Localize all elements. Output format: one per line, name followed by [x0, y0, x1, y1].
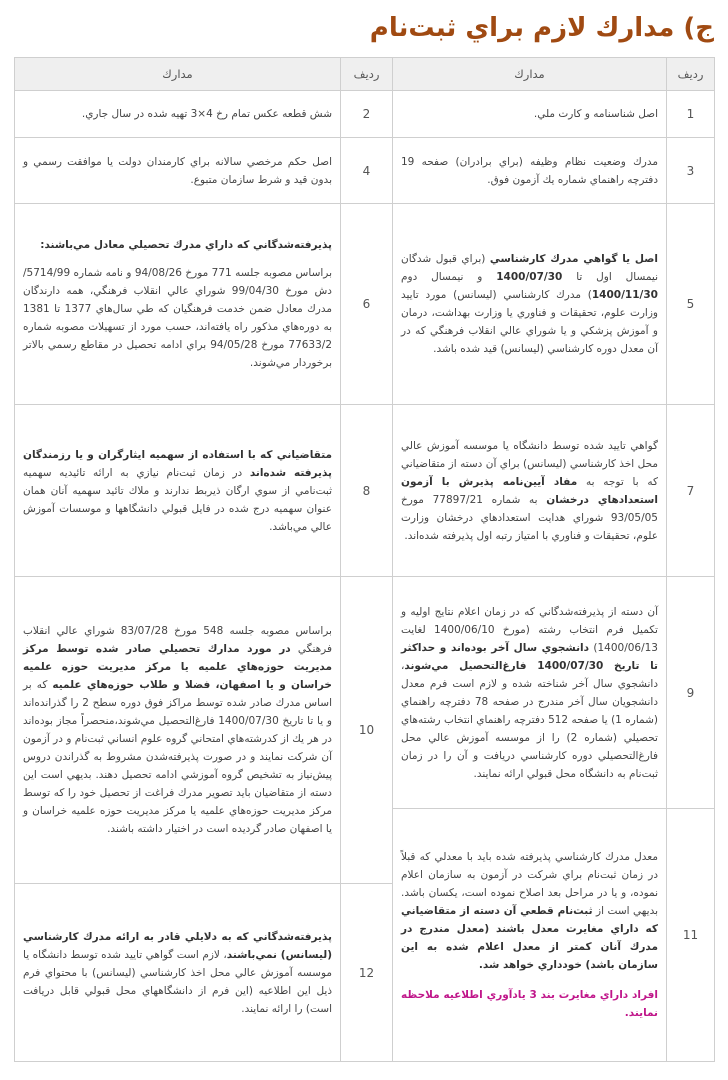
row-number: 4	[341, 138, 393, 204]
row-number: 5	[667, 204, 715, 405]
item-8-bold: متقاضياني كه با استفاده از سهميه ايثارگران و يا رزمندگان پذيرفته شده‌اند	[23, 448, 332, 479]
row-number: 12	[341, 884, 393, 1062]
table-row	[15, 204, 715, 405]
item-5-date-2: 1400/11/30	[591, 289, 658, 301]
item-12-bold: پذيرفته‌شدگاني كه به دلايلي قادر به ارائه مدرك كارشناسي (ليسانس) نمي‌باشند	[23, 930, 333, 961]
item-7-bold: مفاد آيين‌نامه پذيرش با آزمون استعدادهاي درخشان	[401, 475, 658, 506]
document-item-3: مدرك وضعيت نظام وظيفه (براي برادران) صفحه 19 دفترچه راهنماي شماره يك آزمون فوق.	[393, 138, 667, 204]
item-5-bold: اصل يا گواهي مدرك كارشناسي	[489, 253, 659, 265]
item-12-text: ، لازم است گواهي تاييد شده توسط دانشگاه يا موسسه آموزش عالي محل اخذ كارشناسي (ليسانس) با محتواي فرم ذيل اين اطلاعيه (اين فرم از دانشگاههاي محل قبولي قابل دريافت است) را ارائه نمايند.	[23, 948, 332, 1015]
item-5-date-1: 1400/07/30	[496, 271, 563, 283]
item-5-text-c: ) مدرك كارشناسي (ليسانس) مورد تاييد وزارت علوم، تحقيقات و فناوري يا وزارت بهداشت، درمان و آموزش پزشكي و يا شوراي عالي انقلاب فرهنگي كه در آن معدل دوره كارشناسي (ليسانس) قيد شده باشد.	[401, 289, 658, 355]
document-item-10	[15, 577, 341, 884]
row-number: 3	[667, 138, 715, 204]
document-item-1: اصل شناسنامه و كارت ملي.	[393, 91, 667, 138]
item-9-text-a: آن دسته از پذيرفته‌شدگاني كه در زمان اعلام نتايج اوليه و تكميل فرم انتخاب رشته (مورخ 1400/06/10 لغايت 1400/06/13)	[401, 605, 658, 654]
document-item-9	[393, 577, 667, 809]
row-number: 6	[341, 204, 393, 405]
row-number: 2	[341, 91, 393, 138]
table-header-row	[15, 58, 715, 91]
header-madarek-left: مدارك	[15, 58, 341, 91]
header-radif-left: رديف	[341, 58, 393, 91]
row-number: 11	[667, 809, 715, 1062]
row-number: 9	[667, 577, 715, 809]
item-6-heading: پذيرفته‌شدگاني كه داراي مدرك تحصيلي معادل مي‌باشند:	[40, 239, 332, 251]
document-item-11	[393, 809, 667, 1062]
item-10-text-b: كه بر اساس مدرك صادر شده توسط مراكز فوق دوره سطح 2 را گذرانده‌اند و يا تا تاريخ 1400/07/30 فارغ‌التحصيل مي‌شوند،منحصراً مجاز بوده‌اند در هر يك از كدرشته‌هاي امتحاني گروه علوم انساني ثبت‌نام و در آزمون آن شركت نمايند و در صورت پذيرفته‌شدن مشروط به گذراندن دروس پيش‌نياز به تشخيص گروه آموزشي ادامه تحصيل دهند. بديهي است اين دسته از متقاضيان بايد تصوير مدرك فراغت از تحصيل خود را كه توسط مركز مديريت حوزه‌هاي علميه يا مركز مديريت حوزه علميه خراسان و يا اصفهان صادر گرديده است در اختيار داشته باشند.	[23, 679, 332, 835]
row-number: 10	[341, 577, 393, 884]
item-7-text-b: به شماره 77897/21 مورخ 93/05/05 شوراي هدايت استعدادهاي درخشان وزارت علوم، تحقيقات و فناوري با امتياز رتبه اول پذيرفته شده‌اند.	[401, 493, 658, 542]
item-5-text-b: و نيمسال دوم	[401, 271, 497, 283]
header-madarek-right: مدارك	[393, 58, 667, 91]
row-number: 1	[667, 91, 715, 138]
table-row	[15, 91, 715, 138]
item-6-text: براساس مصوبه جلسه 771 مورخ 94/08/26 و نامه شماره 5714/99/دش مورخ 99/04/30 شوراي عالي انقلاب فرهنگي، همه دارندگان مدرك معادل ضمن خدمت فرهنگيان كه طي سال‌هاي 1377 تا 1381 به دوره‌هاي مذكور راه يافته‌اند، حسب مورد از تسهيلات مصوبه شماره 77633/2 مورخ 94/05/28 براي ادامه تحصيل در مقاطع رسمي بالاتر برخوردار مي‌شوند.	[23, 267, 333, 369]
document-item-6	[15, 204, 341, 405]
document-item-4: اصل حكم مرخصي سالانه براي كارمندان دولت يا موافقت رسمي و بدون قيد و شرط سازمان متبوع.	[15, 138, 341, 204]
row-number: 8	[341, 405, 393, 577]
document-item-5	[393, 204, 667, 405]
document-item-12	[15, 884, 341, 1062]
header-radif-right: رديف	[667, 58, 715, 91]
item-11-note: افراد داراي مغايرت بند 3 يادآوري اطلاعيه ملاحظه نمايند.	[401, 989, 659, 1019]
item-11-bold: ثبت‌نام قطعي آن دسته از متقاضياني كه داراي مغايرت معدل باشند (معدل مندرج در مدرك آنان كمتر از معدل اعلام شده به اين سازمان باشد) خودداري خواهد شد.	[401, 905, 658, 971]
item-7-text-a: گواهي تاييد شده توسط دانشگاه يا موسسه آموزش عالي محل اخذ كارشناسي (ليسانس) براي آن دسته از متقاضياني كه با توجه به	[401, 439, 658, 488]
document-item-2: شش قطعه عكس تمام رخ 4×3 تهيه شده در سال جاري.	[15, 91, 341, 138]
item-8-text: در زمان ثبت‌نام نيازي به ارائه تائيديه سهميه ثبت‌نامي از سوي ارگان ذيربط ندارند و ملاك تائيد سهميه آنان همان عنوان سهميه درج شده در فايل قبولي دانشگاهها و موسسات آموزش عالي مي‌باشد.	[23, 466, 332, 533]
section-title: ج) مدارك لازم براي ثبت‌نام	[369, 13, 714, 43]
document-item-8	[15, 405, 341, 577]
item-9-bold: دانشجوي سال آخر بوده‌اند و حداكثر تا تاريخ 1400/07/30 فارغ‌التحصيل مي‌شوند	[401, 641, 658, 672]
item-5-text-a: (براي قبول شدگان نيمسال اول تا	[401, 253, 659, 283]
item-11-text-a: معدل مدرك كارشناسي پذيرفته شده بايد با معدلي كه قبلاً در زمان ثبت‌نام براي شركت در آزمون به سازمان اعلام نموده، و يا در مراحل بعد اصلاح نموده است، يكسان باشد. بديهي است از	[401, 851, 658, 917]
required-documents-table	[14, 57, 715, 1062]
item-9-text-b: ، دانشجوي سال آخر شناخته شده و لازم است فرم معدل دانشجويان سال آخر مندرج در صفحه 78 دفترچه راهنماي (شماره 1) يا صفحه 512 دفترچه راهنماي انتخاب رشته‌هاي تحصيلي (شماره 2) را از موسسه آموزش عالي محل فارغ‌التحصيلي دوره كارشناسي دريافت و آن را در زمان ثبت‌نام به دانشگاه محل قبولي ارائه نمايند.	[401, 659, 658, 780]
table-row	[15, 405, 715, 577]
document-item-7	[393, 405, 667, 577]
table-row	[15, 138, 715, 204]
item-10-bold: در مورد مدارك تحصيلي صادر شده توسط مركز مديريت حوزه‌هاي علميه يا مركز مديريت حوزه علميه خراسان و يا اصفهان، فضلا و طلاب حوزه‌هاي علميه	[23, 643, 332, 691]
table-row	[15, 577, 715, 809]
row-number: 7	[667, 405, 715, 577]
item-10-text-a: براساس مصوبه جلسه 548 مورخ 83/07/28 شوراي عالي انقلاب فرهنگي	[23, 625, 332, 655]
